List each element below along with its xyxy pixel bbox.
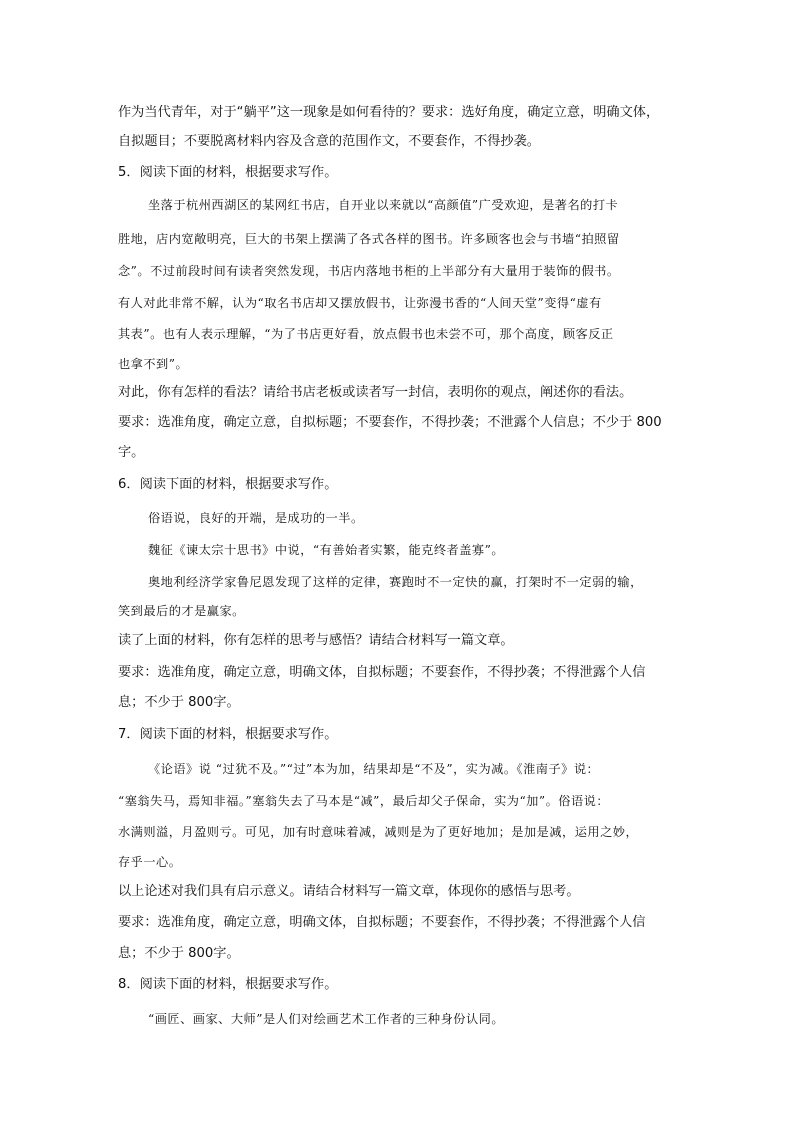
q7-prompt: 以上论述对我们具有启示意义。请结合材料写一篇文章，体现你的感悟与思考。 (118, 884, 580, 899)
q7-material-line: 《论语》说 “过犹不及。”“过”本为加，结果却是“不及”，实为减。《淮南子》说： (148, 762, 600, 776)
q5-material-line: 其表”。也有人表示理解，“为了书店更好看，放点假书也未尝不可，那个高度，顾客反正 (118, 327, 614, 341)
q7-requirement-line: 要求：选准角度，确定立意，明确文体，自拟标题；不要套作，不得抄袭；不得泄露个人信 (118, 915, 646, 930)
q5-material-line: 坐落于杭州西湖区的某网红书店，自开业以来就以“高颜值”广受欢迎，是著名的打卡 (148, 198, 619, 212)
q7-material-line: “塞翁失马，焉知非福。”塞翁失去了马本是“减”，最后却父子保命，实为“加”。俗语说： (118, 794, 610, 808)
q6-material-line: 魏征《谏太宗十思书》中说，“有善始者实繁，能克终者盖寡”。 (148, 543, 505, 557)
q7-requirement-line: 息；不少于 800字。 (118, 946, 240, 961)
q5-material-line: 也拿不到”。 (118, 357, 189, 371)
intro-line: 作为当代青年，对于“躺平”这一现象是如何看待的？要求：选好角度，确定立意，明确文体， (118, 105, 660, 120)
q7-material-line: 存乎一心。 (118, 855, 182, 869)
q6-prompt: 读了上面的材料，你有怎样的思考与感悟？请结合材料写一篇文章。 (118, 633, 514, 648)
question-8-heading: 8．阅读下面的材料，根据要求写作。 (118, 977, 338, 992)
intro-line: 自拟题目；不要脱离材料内容及含意的范围作文，不要套作，不得抄袭。 (118, 134, 540, 149)
q5-requirement-line: 要求：选准角度，确定立意，自拟标题；不要套作，不得抄袭；不泄露个人信息；不少于 800 (118, 415, 662, 430)
q6-material-line: 奥地利经济学家鲁尼恩发现了这样的定律，赛跑时不一定快的赢，打架时不一定弱的输， (148, 575, 643, 589)
q6-material-line: 俗语说，良好的开端，是成功的一半。 (148, 511, 364, 525)
q7-material-line: 水满则溢，月盈则亏。可见，加有时意味着减，减则是为了更好地加；是加是减，运用之妙， (118, 825, 639, 839)
q5-requirement-line: 字。 (118, 445, 145, 460)
q6-requirement-line: 息；不少于 800字。 (118, 695, 240, 710)
q5-material-line: 有人对此非常不解，认为“取名书店却又摆放假书，让弥漫书香的“人间天堂”变得“虚有 (118, 296, 602, 310)
q6-material-line: 笑到最后的才是赢家。 (118, 604, 245, 618)
q5-material-line: 念”。不过前段时间有读者突然发现，书店内落地书柜的上半部分有大量用于装饰的假书。 (118, 264, 620, 278)
q5-material-line: 胜地，店内宽敞明亮，巨大的书架上摆满了各式各样的图书。许多顾客也会与书墙“拍照留 (118, 232, 620, 246)
question-6-heading: 6．阅读下面的材料，根据要求写作。 (118, 477, 338, 492)
q5-prompt: 对此，你有怎样的看法？请给书店老板或读者写一封信，表明你的观点，阐述你的看法。 (118, 385, 633, 400)
q8-material-line: “画匠、画家、大师”是人们对绘画艺术工作者的三种身份认同。 (148, 1012, 505, 1026)
question-7-heading: 7．阅读下面的材料，根据要求写作。 (118, 727, 338, 742)
question-5-heading: 5．阅读下面的材料，根据要求写作。 (118, 165, 338, 180)
q6-requirement-line: 要求：选准角度，确定立意，明确文体，自拟标题；不要套作，不得抄袭；不得泄露个人信 (118, 665, 646, 680)
